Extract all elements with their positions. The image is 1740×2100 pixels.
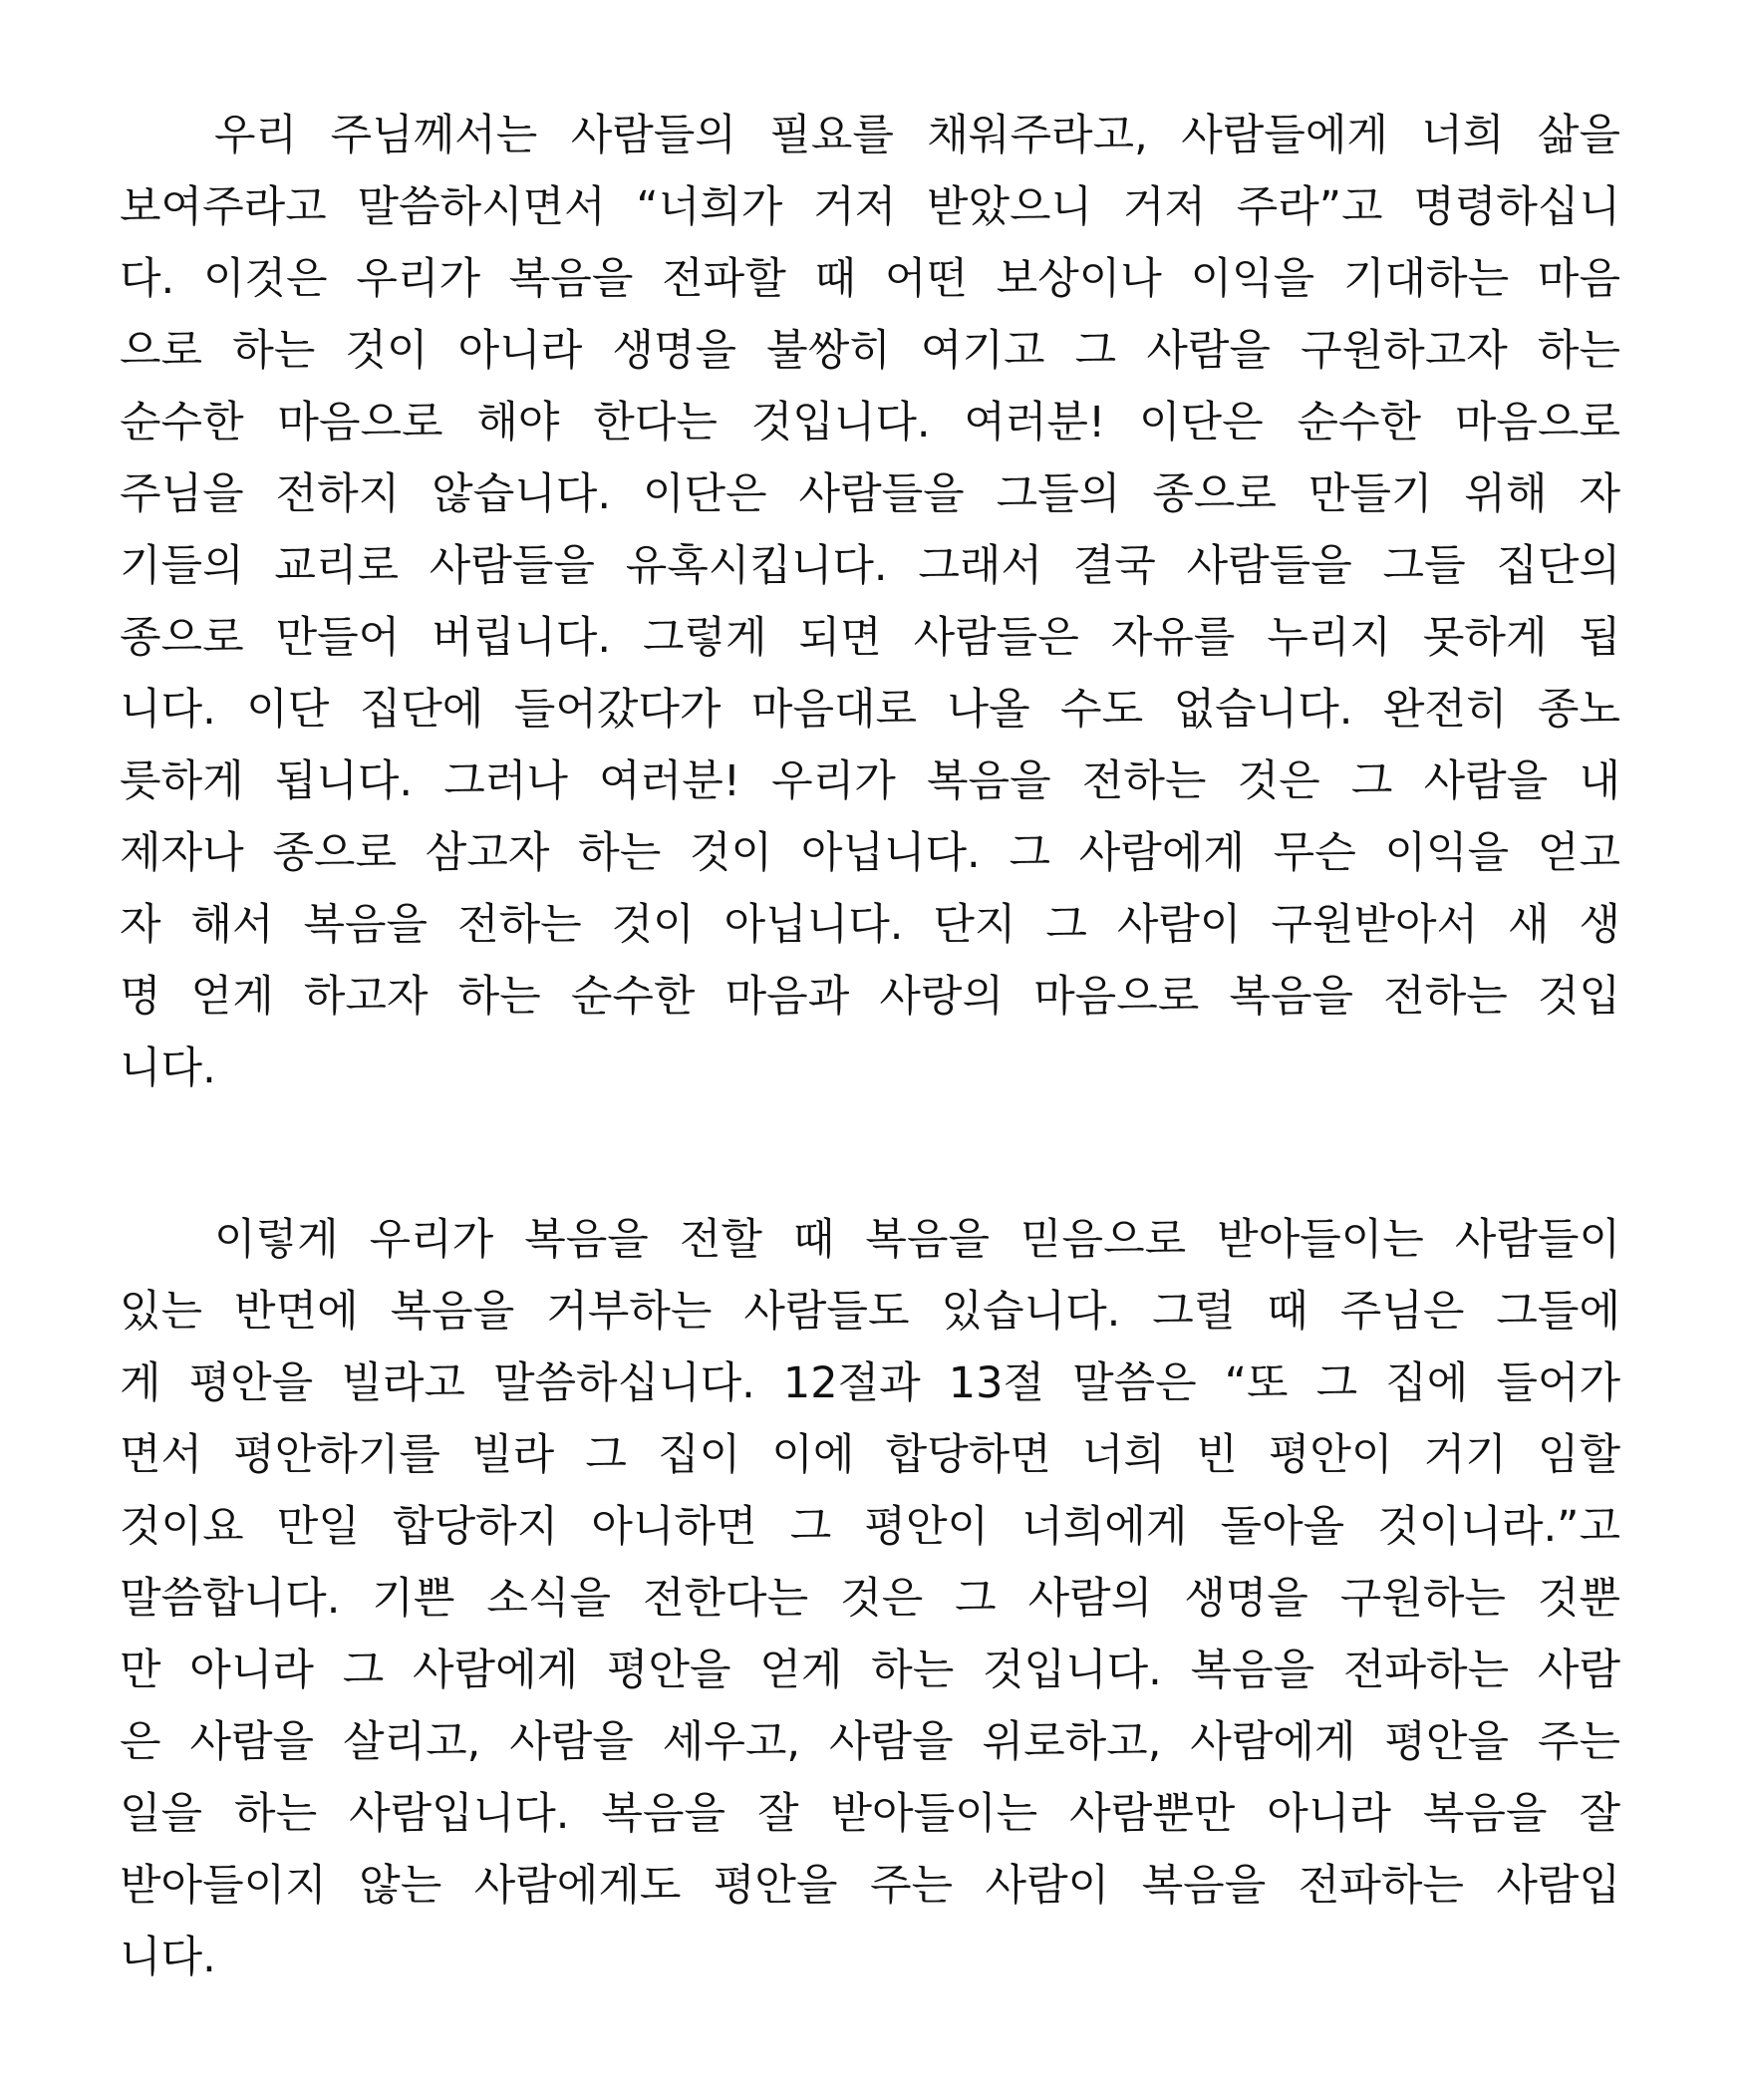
text-line: 받아들이지 않는 사람에게도 평안을 주는 사람이 복음을 전파하는 사람입 bbox=[120, 1861, 1620, 1911]
text-line: 자 해서 복음을 전하는 것이 아닙니다. 단지 그 사람이 구원받아서 새 생 bbox=[120, 900, 1620, 950]
paragraph-2 bbox=[120, 1204, 1620, 1993]
text-line: 말씀합니다. 기쁜 소식을 전한다는 것은 그 사람의 생명을 구원하는 것뿐 bbox=[120, 1574, 1620, 1624]
text-line: 일을 하는 사람입니다. 복음을 잘 받아들이는 사람뿐만 아니라 복음을 잘 bbox=[120, 1789, 1620, 1839]
text-line: 으로 하는 것이 아니라 생명을 불쌍히 여기고 그 사람을 구원하고자 하는 bbox=[120, 326, 1620, 376]
text-line: 릇하게 됩니다. 그러나 여러분! 우리가 복음을 전하는 것은 그 사람을 내 bbox=[120, 756, 1620, 806]
text-line: 게 평안을 빌라고 말씀하십니다. 12절과 13절 말씀은 “또 그 집에 들어가 bbox=[120, 1358, 1620, 1408]
document-page bbox=[120, 100, 1620, 1993]
text-line: 이렇게 우리가 복음을 전할 때 복음을 믿음으로 받아들이는 사람들이 bbox=[214, 1215, 1620, 1265]
text-line-last: 니다. bbox=[120, 1044, 216, 1093]
text-line: 기들의 교리로 사람들을 유혹시킵니다. 그래서 결국 사람들을 그들 집단의 bbox=[120, 541, 1620, 591]
text-line: 순수한 마음으로 해야 한다는 것입니다. 여러분! 이단은 순수한 마음으로 bbox=[120, 398, 1620, 448]
text-line: 있는 반면에 복음을 거부하는 사람들도 있습니다. 그럴 때 주님은 그들에 bbox=[120, 1287, 1620, 1337]
text-line: 제자나 종으로 삼고자 하는 것이 아닙니다. 그 사람에게 무슨 이익을 얻고 bbox=[120, 828, 1620, 878]
text-line: 면서 평안하기를 빌라 그 집이 이에 합당하면 너희 빈 평안이 거기 임할 bbox=[120, 1430, 1620, 1480]
paragraph-1 bbox=[120, 100, 1620, 1104]
text-line: 우리 주님께서는 사람들의 필요를 채워주라고, 사람들에게 너희 삶을 bbox=[214, 111, 1620, 160]
paragraph-gap bbox=[120, 1104, 1620, 1204]
text-line: 만 아니라 그 사람에게 평안을 얻게 하는 것입니다. 복음을 전파하는 사람 bbox=[120, 1646, 1620, 1695]
text-line: 다. 이것은 우리가 복음을 전파할 때 어떤 보상이나 이익을 기대하는 마음 bbox=[120, 254, 1620, 304]
text-line: 종으로 만들어 버립니다. 그렇게 되면 사람들은 자유를 누리지 못하게 됩 bbox=[120, 613, 1620, 663]
text-line-last: 니다. bbox=[120, 1933, 216, 1982]
text-line: 은 사람을 살리고, 사람을 세우고, 사람을 위로하고, 사람에게 평안을 주는 bbox=[120, 1717, 1620, 1767]
text-line: 보여주라고 말씀하시면서 “너희가 거저 받았으니 거저 주라”고 명령하십니 bbox=[120, 182, 1620, 232]
text-line: 주님을 전하지 않습니다. 이단은 사람들을 그들의 종으로 만들기 위해 자 bbox=[120, 469, 1620, 519]
text-line: 니다. 이단 집단에 들어갔다가 마음대로 나올 수도 없습니다. 완전히 종노 bbox=[120, 685, 1620, 735]
text-line: 명 얻게 하고자 하는 순수한 마음과 사랑의 마음으로 복음을 전하는 것입 bbox=[120, 972, 1620, 1022]
text-line: 것이요 만일 합당하지 아니하면 그 평안이 너희에게 돌아올 것이니라.”고 bbox=[120, 1502, 1620, 1552]
